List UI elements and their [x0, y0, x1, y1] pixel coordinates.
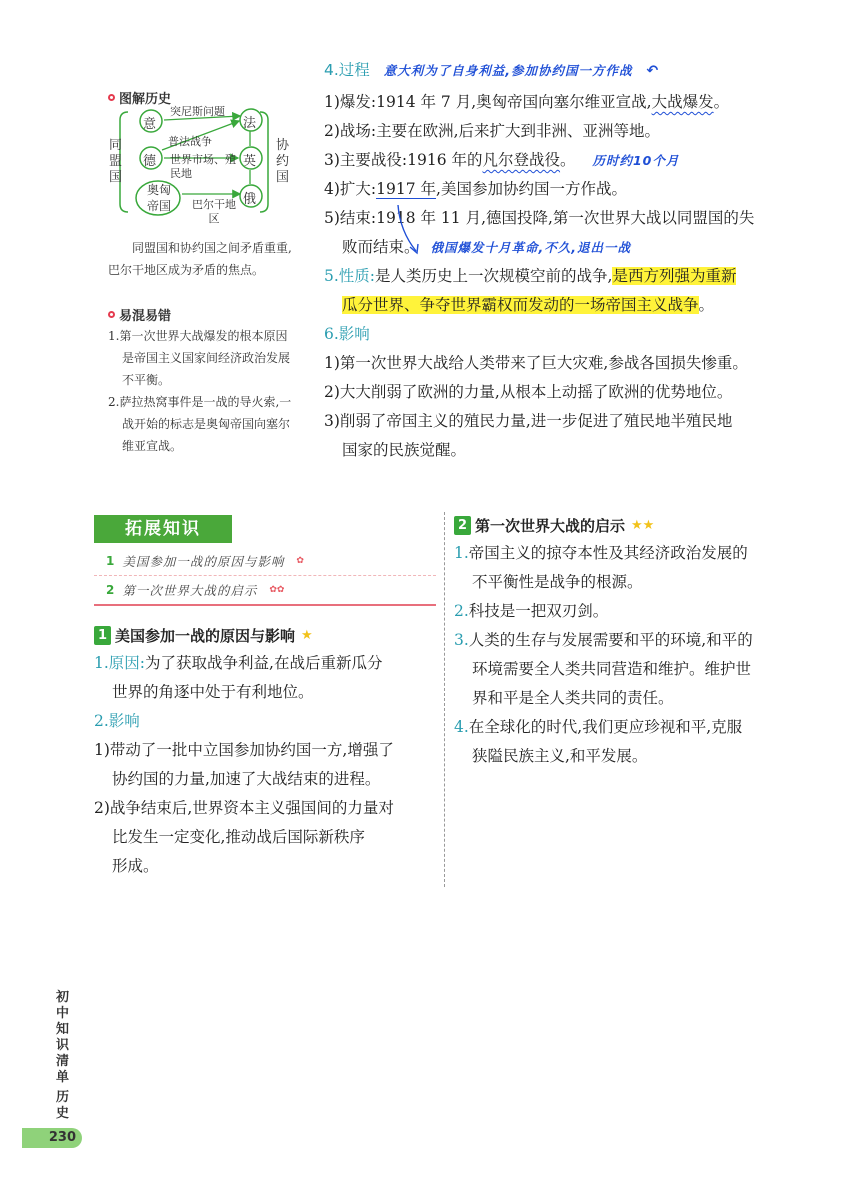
us-entry-heading: 1 美国参加一战的原因与影响 ★ — [94, 621, 440, 649]
nature-line1: 5.性质:是人类历史上一次规模空前的战争,是西方列强为重新 — [324, 267, 737, 285]
node-austria-hungary: 奥匈帝国 — [146, 183, 171, 213]
handwritten-note-verdun: 历时约10个月 — [592, 153, 680, 168]
lesson-item: 1.帝国主义的掠夺本性及其经济政治发展的 — [454, 544, 748, 562]
node-germany: 德 — [143, 154, 157, 169]
process-battles: 3)主要战役:1916 年的凡尔登战役。 历时约10个月 — [324, 151, 680, 169]
lesson-item-cont: 界和平是全人类共同的责任。 — [472, 689, 674, 707]
central-powers-label: 同盟国 — [109, 138, 123, 185]
lessons-heading: 2 第一次世界大战的启示 ★★ — [454, 511, 804, 539]
confusion-section-title: 易混易错 — [108, 305, 171, 324]
column-divider — [444, 512, 445, 887]
us-reason-line2: 世界的角逐中处于有利地位。 — [112, 683, 314, 701]
node-france: 法 — [243, 116, 257, 131]
highlight-nature-2: 瓜分世界、争夺世界霸权而发动的一场帝国主义战争 — [342, 296, 699, 314]
handwritten-note-italy: 意大利为了自身利益,参加协约国一方作战 — [383, 63, 633, 78]
star-icon: ✿✿ — [269, 585, 285, 595]
influence-3-line1: 3)削弱了帝国主义的殖民力量,进一步促进了殖民地半殖民地 — [324, 412, 733, 430]
us-impact2-line2: 比发生一定变化,推动战后国际新秩序 — [112, 828, 365, 846]
highlight-nature-1: 是西方列强为重新 — [612, 267, 737, 285]
lesson-item-cont: 环境需要全人类共同营造和维护。维护世 — [472, 660, 752, 678]
hint-row: 1 美国参加一战的原因与影响 ✿ — [94, 546, 436, 576]
process-end-line1: 5)结束:1918 年 11 月,德国投降,第一次世界大战以同盟国的失 — [324, 209, 755, 227]
diagram-section-title: 图解历史 — [108, 88, 171, 107]
lesson-item: 3.人类的生存与发展需要和平的环境,和平的 — [454, 631, 753, 649]
process-battlefield: 2)战场:主要在欧洲,后来扩大到非洲、亚洲等地。 — [324, 122, 661, 140]
influence-3-line2: 国家的民族觉醒。 — [342, 441, 467, 459]
process-expansion: 4)扩大:1917 年,美国参加协约国一方作战。 — [324, 180, 627, 198]
us-impact1-line2: 协约国的力量,加速了大战结束的进程。 — [112, 770, 381, 788]
us-reason-line1: 1.原因:为了获取战争利益,在战后重新瓜分 — [94, 654, 383, 672]
lessons-section — [454, 511, 804, 771]
star-icon: ★ — [301, 627, 313, 643]
confusion-item: 1.第一次世界大战爆发的根本原因是帝国主义国家间经济政治发展不平衡。 — [108, 329, 291, 387]
curved-arrow-icon: ↶ — [646, 63, 660, 79]
edge-label-francoprussian: 普法战争 — [168, 135, 212, 148]
subject-vertical: 历史 — [56, 1090, 70, 1121]
handwritten-note-russia: 俄国爆发十月革命,不久,退出一战 — [430, 240, 631, 255]
main-content — [324, 58, 804, 465]
expand-banner: 拓展知识 — [94, 515, 232, 543]
process-heading-row — [324, 58, 804, 88]
us-impact2-line3: 形成。 — [112, 857, 159, 875]
influence-title: 6.影响 — [324, 325, 370, 343]
star-icon: ★★ — [631, 517, 655, 533]
star-icon: ✿ — [296, 555, 304, 566]
influence-2: 2)大大削弱了欧洲的力量,从根本上动摇了欧洲的优势地位。 — [324, 383, 733, 401]
confusion-item: 2.萨拉热窝事件是一战的导火索,一战开始的标志是奥匈帝国向塞尔维亚宣战。 — [108, 395, 292, 453]
process-outbreak: 1)爆发:1914 年 7 月,奥匈帝国向塞尔维亚宣战,大战爆发。 — [324, 93, 730, 111]
allied-powers-label: 协约国 — [276, 138, 290, 185]
book-title-vertical: 初中知识清单 — [56, 990, 70, 1085]
process-end-line2: 败而结束。 俄国爆发十月革命,不久,退出一战 — [342, 238, 631, 256]
hint-row: 2 第一次世界大战的启示 ✿✿ — [94, 576, 436, 606]
underline-mark-1917: 1917 年 — [376, 180, 437, 198]
alliance-diagram — [106, 106, 296, 231]
lesson-item: 4.在全球化的时代,我们更应珍视和平,克服 — [454, 718, 743, 736]
confusion-list — [108, 325, 298, 457]
hand-arrow-icon — [394, 203, 434, 259]
influence-1: 1)第一次世界大战给人类带来了巨大灾难,参战各国损失惨重。 — [324, 354, 748, 372]
us-impact1-line1: 1)带动了一批中立国参加协约国一方,增强了 — [94, 741, 394, 759]
node-italy: 意 — [143, 117, 157, 132]
expand-hints — [94, 546, 436, 606]
process-title: 4.过程 — [324, 61, 370, 79]
nature-line2: 瓜分世界、争夺世界霸权而发动的一场帝国主义战争。 — [342, 296, 715, 314]
lesson-item: 2.科技是一把双刃剑。 — [454, 602, 609, 620]
page-number: 230 — [22, 1128, 82, 1148]
wavy-mark-verdun: 凡尔登战役 — [482, 151, 561, 169]
lesson-item-cont: 不平衡性是战争的根源。 — [472, 573, 643, 591]
us-impact2-line1: 2)战争结束后,世界资本主义强国间的力量对 — [94, 799, 394, 817]
edge-label-balkan: 巴尔干地区 — [192, 198, 236, 225]
diagram-caption: 同盟国和协约国之间矛盾重重,巴尔干地区成为矛盾的焦点。 — [108, 241, 292, 277]
node-britain: 英 — [243, 154, 257, 169]
edge-label-market: 世界市场、殖民地 — [170, 153, 236, 180]
node-russia: 俄 — [243, 192, 257, 207]
bullet-icon — [108, 311, 115, 318]
wavy-mark-outbreak: 大战爆发 — [651, 93, 714, 111]
nature-title: 5.性质: — [324, 267, 376, 285]
lesson-item-cont: 狭隘民族主义,和平发展。 — [472, 747, 648, 765]
edge-label-tunisia: 突尼斯问题 — [170, 105, 225, 118]
us-impact-title: 2.影响 — [94, 712, 140, 730]
us-entry-section — [94, 621, 440, 881]
bullet-icon — [108, 94, 115, 101]
